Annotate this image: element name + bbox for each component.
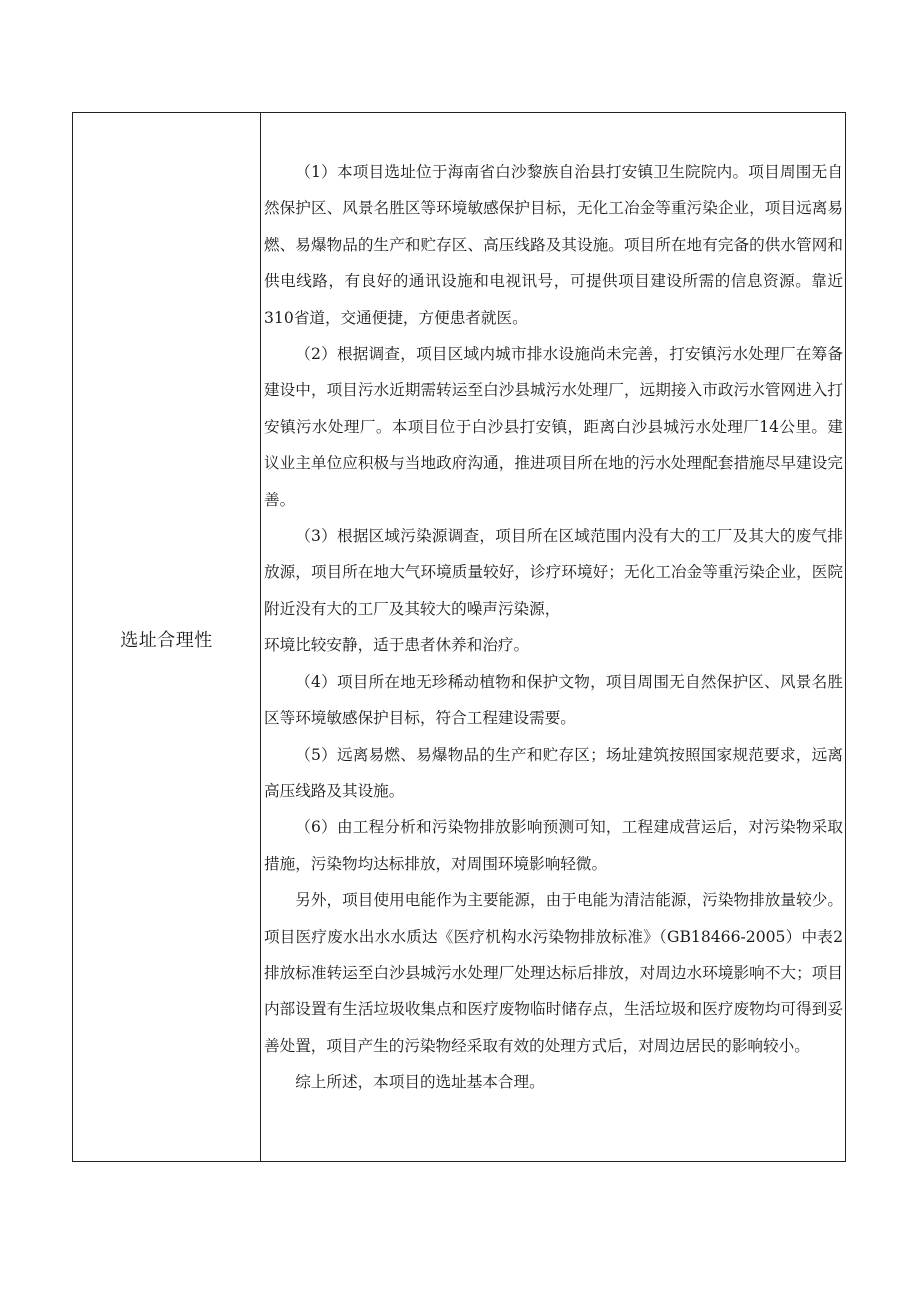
paragraph-7: 另外，项目使用电能作为主要能源，由于电能为清洁能源，污染物排放量较少。项目医疗废水出水水质达《医疗机构水污染物排放标准》（GB18466-2005）中表2排放标准转运至白沙县城污水处理厂处理达标后排放，对周边水环境影响不大；项目内部设置有生活垃圾收集点和医疗废物临时储存点，生活垃圾和医疗废物均可得到妥善处置，项目产生的污染物经采取有效的处理方式后，对周边居民的影响较小。	[264, 891, 843, 1055]
row-label: 选址合理性	[120, 630, 213, 651]
site-rationality-table	[72, 112, 846, 1162]
paragraph-3-continued: 环境比较安静，适于患者休养和治疗。	[264, 636, 530, 655]
label-cell	[73, 113, 261, 1161]
paragraph-conclusion: 综上所述，本项目的选址基本合理。	[295, 1073, 545, 1092]
paragraph-4: （4）项目所在地无珍稀动植物和保护文物，项目周围无自然保护区、风景名胜区等环境敏感保护目标，符合工程建设需要。	[264, 672, 843, 728]
paragraph-2: （2）根据调查，项目区域内城市排水设施尚未完善，打安镇污水处理厂在筹备建设中，项目污水近期需转运至白沙县城污水处理厂，远期接入市政污水管网进入打安镇污水处理厂。本项目位于白沙县打安镇，距离白沙县城污水处理厂14公里。建议业主单位应积极与当地政府沟通，推进项目所在地的污水处理配套措施尽早建设完善。	[264, 345, 843, 509]
content-cell	[261, 113, 845, 1161]
paragraph-1: （1）本项目选址位于海南省白沙黎族自治县打安镇卫生院院内。项目周围无自然保护区、风景名胜区等环境敏感保护目标，无化工冶金等重污染企业，项目远离易燃、易爆物品的生产和贮存区、高压线路及其设施。项目所在地有完备的供水管网和供电线路，有良好的通讯设施和电视讯号，可提供项目建设所需的信息资源。靠近310省道，交通便捷，方便患者就医。	[264, 163, 843, 327]
paragraph-6: （6）由工程分析和污染物排放影响预测可知，工程建成营运后，对污染物采取措施，污染物均达标排放，对周围环境影响轻微。	[264, 818, 843, 873]
paragraph-3: （3）根据区域污染源调查，项目所在区域范围内没有大的工厂及其大的废气排放源，项目所在地大气环境质量较好，诊疗环境好；无化工冶金等重污染企业，医院附近没有大的工厂及其较大的噪声污染源，	[264, 527, 843, 618]
paragraph-5: （5）远离易燃、易爆物品的生产和贮存区；场址建筑按照国家规范要求，远离高压线路及其设施。	[264, 745, 843, 800]
